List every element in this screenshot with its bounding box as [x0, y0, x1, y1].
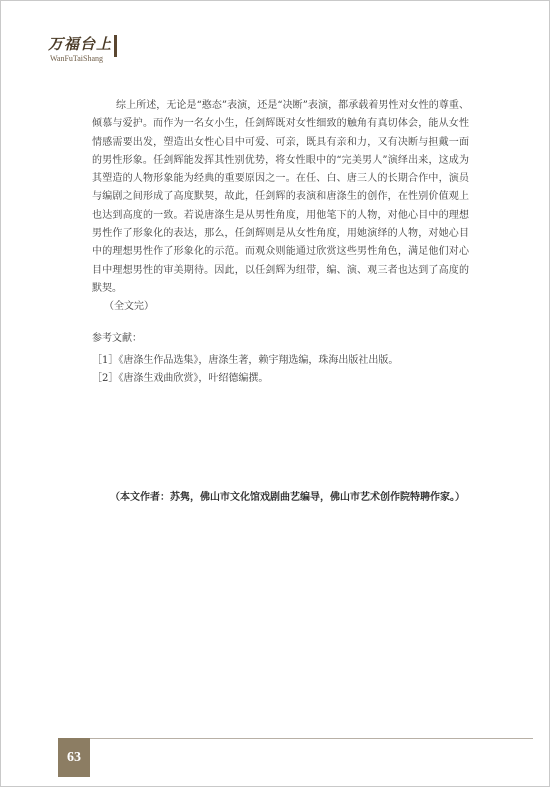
article-end-mark: （全文完） [104, 301, 154, 313]
references-title: 参考文献： [92, 333, 142, 344]
masthead [48, 33, 128, 69]
article-paragraph: 综上所述，无论是“憨态”表演，还是“决断”表演，都承载着男性对女性的尊重、倾慕与爱护。而作为一名女小生，任剑辉既对女性细致的触角有真切体会，能从女性情感需要出发，塑造出女性心目中可爱、可亲，既具有亲和力，又有决断与担戴一面的男性形象。任剑辉能发挥其性别优势，将女性眼中的“完美男人”演绎出来，这成为其塑造的人物形象能为经典的重要原因之一。在任、白、唐三人的长期合作中，演员与编剧之间形成了高度默契，故此，任剑辉的表演和唐涤生的创作，在性别价值观上也达到高度的一致。若说唐涤生是从男性角度，用他笔下的人物，对他心目中的理想男性作了形象化的表达，那么，任剑辉则是从女性角度，用她演绎的人物，对她心目中的理想男性作了形象化的示范。而观众则能通过欣赏这些男性角色，满足他们对心目中理想男性的审美期待。因此，以任剑辉为纽带，编、演、观三者也达到了高度的默契。 [92, 100, 469, 294]
masthead-subtitle: WanFuTaiShang [50, 54, 104, 63]
author-note: （本文作者：苏隽，佛山市文化馆戏剧曲艺编导，佛山市艺术创作院特聘作家。） [110, 492, 465, 503]
reference-item: ［2］《唐涤生戏曲欣赏》，叶绍德编撰。 [92, 373, 269, 384]
footer-rule [58, 738, 533, 739]
page-number-badge [58, 738, 90, 777]
page-number: 63 [67, 749, 81, 765]
article-body [92, 97, 469, 317]
references-section [92, 330, 469, 388]
masthead-logo: 万福台上 [48, 35, 113, 53]
reference-item: ［1］《唐涤生作品选集》，唐涤生著，赖宇翔选编，珠海出版社出版。 [92, 355, 399, 366]
masthead-divider [114, 35, 117, 57]
